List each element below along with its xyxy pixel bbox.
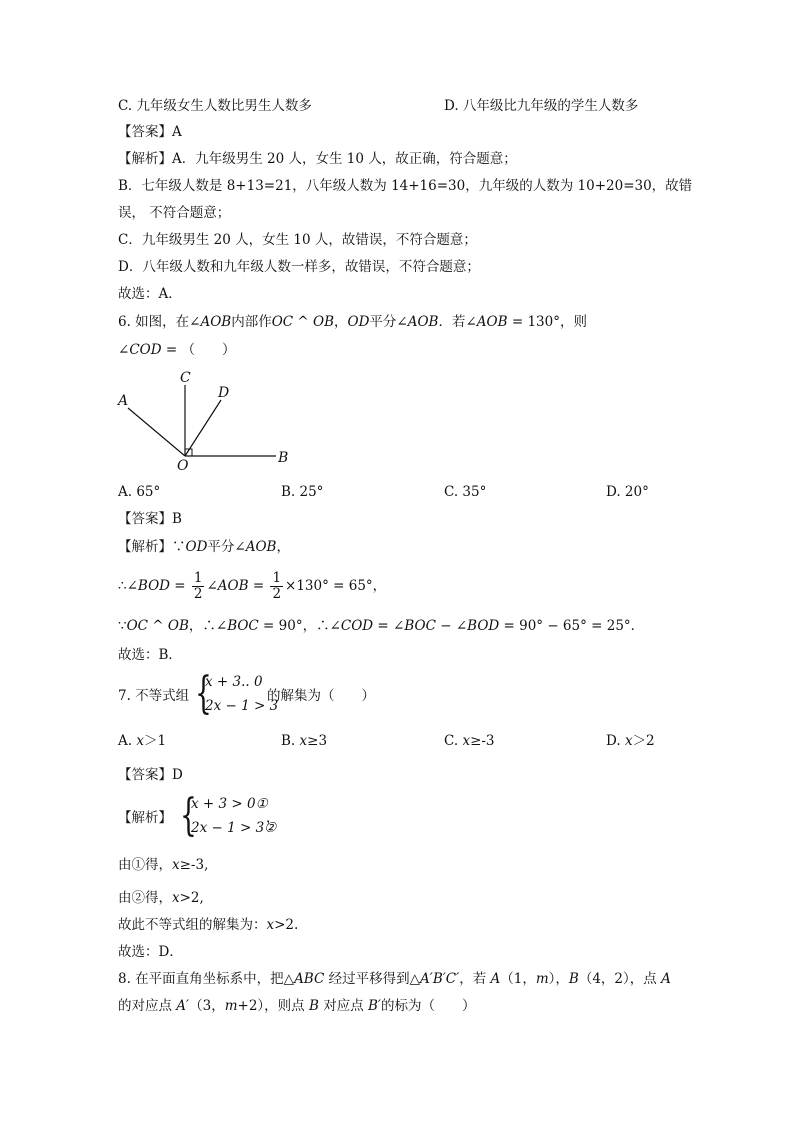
q7-analysis-system-1: x + 3 > 0① — [191, 796, 268, 812]
q8-stem-line-2: 的对应点 A′（3，m+2），则点 B 对应点 B′的标为（ ） — [118, 998, 476, 1014]
q5-analysis-line-5: D．八年级人数和九年级人数一样多，故错误，不符合题意； — [118, 259, 480, 275]
label-o: O — [177, 458, 189, 474]
q7-option-a: A. x＞1 — [118, 733, 167, 749]
q7-step-1: 由①得，x≥-3, — [118, 857, 209, 873]
q7-system-line-2: 2x − 1 > 3 — [205, 698, 279, 714]
q7-analysis-brace: { — [180, 790, 197, 841]
q6-stem-line-1: 6. 如图，在∠AOB内部作OC ^ OB，OD平分∠AOB．若∠AOB = 130°，则 — [118, 314, 587, 330]
q5-analysis-line-1: 【解析】A．九年级男生 20 人，女生 10 人，故正确，符合题意； — [118, 151, 517, 167]
q7-step-2: 由②得，x>2, — [118, 890, 204, 906]
fraction-half-2: $\frac{1}{2}$ — [272, 570, 282, 602]
q7-analysis-comma: ， — [266, 810, 280, 826]
q5-answer: 【答案】A — [118, 124, 182, 140]
q5-analysis-line-3: 误， 不符合题意； — [118, 205, 231, 221]
q6-option-d: D. 20° — [606, 484, 649, 500]
q7-answer: 【答案】D — [118, 767, 183, 783]
q5-analysis-line-4: C．九年级男生 20 人，女生 10 人，故错误，不符合题意； — [118, 232, 477, 248]
q7-option-d: D. x＞2 — [606, 733, 655, 749]
q5-analysis-line-2: B．七年级人数是 8+13=21，八年级人数为 14+16=30，九年级的人数为 10+20=30，故错 — [118, 178, 693, 194]
q6-analysis-line-3: ∵OC ^ OB，∴∠BOC = 90°，∴∠COD = ∠BOC − ∠BOD = 90° − 65° = 25°． — [118, 618, 645, 634]
q6-choose: 故选：B． — [118, 647, 182, 663]
q5-option-d: D. 八年级比九年级的学生人数多 — [444, 98, 639, 114]
fraction-half-1: $\frac{1}{2}$ — [193, 570, 203, 602]
ray-od — [185, 400, 221, 456]
label-c: C — [180, 370, 191, 386]
q5-choose: 故选：A． — [118, 286, 182, 302]
q5-option-c: C. 九年级女生人数比男生人数多 — [118, 98, 312, 114]
q7-system-line-1: x + 3.. 0 — [205, 674, 263, 690]
angle-figure — [110, 365, 310, 475]
q6-option-c: C. 35° — [444, 484, 487, 500]
q6-option-a: A. 65° — [118, 484, 161, 500]
q6-answer: 【答案】B — [118, 511, 182, 527]
q8-stem-line-1: 8. 在平面直角坐标系中，把△ABC 经过平移得到△A′B′C′，若 A（1，m），B（4，2），点 A — [118, 971, 671, 987]
q7-stem-prefix: 7. 不等式组 — [118, 688, 190, 704]
q6-option-b: B. 25° — [281, 484, 324, 500]
q6-analysis-line-2: ∴∠BOD = $\frac{1}{2}$ ∠AOB = $\frac{1}{2}$ ×130° = 65°， — [118, 570, 387, 602]
q7-option-c: C. x≥-3 — [444, 733, 495, 749]
q7-analysis-system-2: 2x − 1 > 3② — [191, 820, 277, 836]
label-d: D — [218, 385, 230, 401]
q7-step-3: 故此不等式组的解集为：x>2. — [118, 917, 299, 933]
q7-stem-suffix: 的解集为（ ） — [267, 688, 375, 704]
ray-oa — [128, 408, 185, 456]
label-a: A — [118, 393, 129, 409]
q7-system-brace: { — [195, 668, 212, 719]
q6-stem-line-2: ∠COD = （ ） — [118, 342, 236, 358]
q7-analysis-label: 【解析】 — [118, 810, 172, 826]
q6-analysis-line-1: 【解析】∵OD平分∠AOB， — [118, 539, 290, 555]
label-b: B — [278, 450, 289, 466]
q7-choose: 故选：D． — [118, 944, 183, 960]
q7-option-b: B. x≥3 — [281, 733, 328, 749]
